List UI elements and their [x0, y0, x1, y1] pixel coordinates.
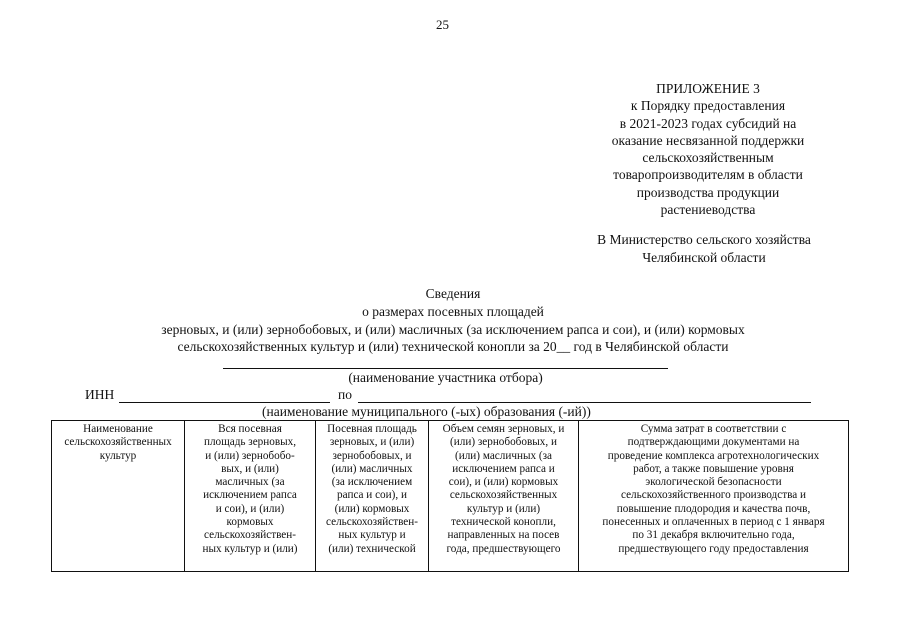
- header-line: (или) масличных (за: [455, 449, 552, 462]
- header-line: Сумма затрат в соответствии с: [640, 423, 787, 435]
- header-line: культур и (или): [466, 502, 541, 515]
- appendix-line: в 2021-2023 годах субсидий на: [619, 115, 797, 131]
- header-line: исключением рапса: [203, 489, 297, 502]
- header-line: зерновых, и (или): [329, 436, 415, 449]
- header-line: Наименование: [83, 423, 153, 435]
- participant-caption: (наименование участника отбора): [348, 370, 543, 385]
- header-line: зернобобовых, и: [332, 449, 412, 462]
- heading-line: зерновых, и (или) зернобобовых, и (или) масличных (за исключением рапса и сои), и (или) кормовых: [161, 321, 745, 337]
- po-label: по: [338, 387, 352, 402]
- header-line: сои), и (или) кормовых: [448, 476, 559, 489]
- page-number: 25: [436, 17, 449, 32]
- column-header-costs: [579, 421, 849, 572]
- header-line: повышение плодородия и качества почв,: [616, 502, 811, 515]
- municipality-blank[interactable]: [358, 402, 811, 403]
- header-line: (или) масличных: [331, 462, 413, 475]
- header-line: сельскохозяйственных: [64, 436, 172, 449]
- header-line: рапса и сои), и: [337, 489, 407, 502]
- header-line: (или) зернобобовых, и: [450, 436, 557, 449]
- header-line: предшествующего году предоставления: [618, 542, 809, 555]
- addressee-block: [562, 231, 846, 267]
- header-line: направленных на посев: [447, 529, 560, 542]
- inn-label: ИНН: [85, 387, 115, 402]
- header-line: сельскохозяйственного производства и: [620, 489, 806, 502]
- addressee-line: В Министерство сельского хозяйства: [597, 232, 811, 247]
- heading-title: Сведения: [425, 286, 481, 301]
- participant-name-blank[interactable]: [223, 368, 668, 369]
- header-line: масличных (за: [215, 476, 285, 489]
- header-line: экологической безопасности: [645, 476, 782, 489]
- column-header-seed-volume: [429, 421, 579, 572]
- header-line: площадь зерновых,: [203, 436, 297, 449]
- column-header-sown-area: [316, 421, 429, 572]
- header-line: вых, и (или): [221, 462, 279, 475]
- appendix-line: товаропроизводителям в области: [613, 167, 803, 183]
- appendix-line: растениеводства: [660, 202, 756, 218]
- header-line: и (или) зернобобо-: [205, 449, 295, 462]
- header-line: подтверждающими документами на: [627, 436, 800, 449]
- header-line: (или) технической: [328, 542, 416, 555]
- heading-line: сельскохозяйственных культур и (или) технической конопли за 20__ год в Челябинской области: [177, 339, 729, 355]
- appendix-line: оказание несвязанной поддержки: [611, 132, 805, 148]
- header-line: технической конопли,: [451, 516, 556, 529]
- document-heading: [40, 285, 866, 356]
- header-line: сельскохозяйствен-: [326, 516, 418, 529]
- appendix-line: сельскохозяйственным: [642, 150, 774, 166]
- header-line: исключением рапса и: [452, 462, 555, 475]
- header-line: по 31 декабря включительно года,: [632, 529, 795, 542]
- table-header-row: [52, 421, 849, 572]
- header-line: Объем семян зерновых, и: [442, 423, 565, 435]
- header-line: сельскохозяйственных: [449, 489, 558, 502]
- header-line: ных культур и (или): [202, 542, 298, 555]
- appendix-line: производства продукции: [636, 184, 780, 200]
- header-line: сельскохозяйствен-: [204, 529, 296, 542]
- header-line: понесенных и оплаченных в период с 1 января: [602, 516, 825, 529]
- heading-line: о размерах посевных площадей: [362, 303, 544, 319]
- inn-blank[interactable]: [119, 402, 330, 403]
- header-line: проведение комплекса агротехнологических: [607, 449, 820, 462]
- column-header-total-area: [185, 421, 316, 572]
- municipal-caption: (наименование муниципального (-ых) образования (-ий)): [262, 404, 591, 419]
- data-table: [51, 420, 849, 572]
- appendix-block: [578, 80, 838, 218]
- header-line: (за исключением: [331, 476, 413, 489]
- header-line: ных культур и: [338, 529, 406, 542]
- header-line: Посевная площадь: [327, 423, 417, 435]
- appendix-title: ПРИЛОЖЕНИЕ 3: [656, 81, 760, 96]
- header-line: года, предшествующего: [446, 542, 561, 555]
- header-line: и сои), и (или): [215, 502, 285, 515]
- header-line: (или) кормовых: [334, 502, 410, 515]
- header-line: культур: [99, 449, 137, 462]
- header-line: Вся посевная: [218, 423, 282, 435]
- addressee-line: Челябинской области: [642, 250, 766, 265]
- appendix-line: к Порядку предоставления: [630, 98, 786, 114]
- header-line: работ, а также повышение уровня: [633, 462, 794, 475]
- column-header-crop-name: [52, 421, 185, 572]
- header-line: кормовых: [226, 516, 274, 529]
